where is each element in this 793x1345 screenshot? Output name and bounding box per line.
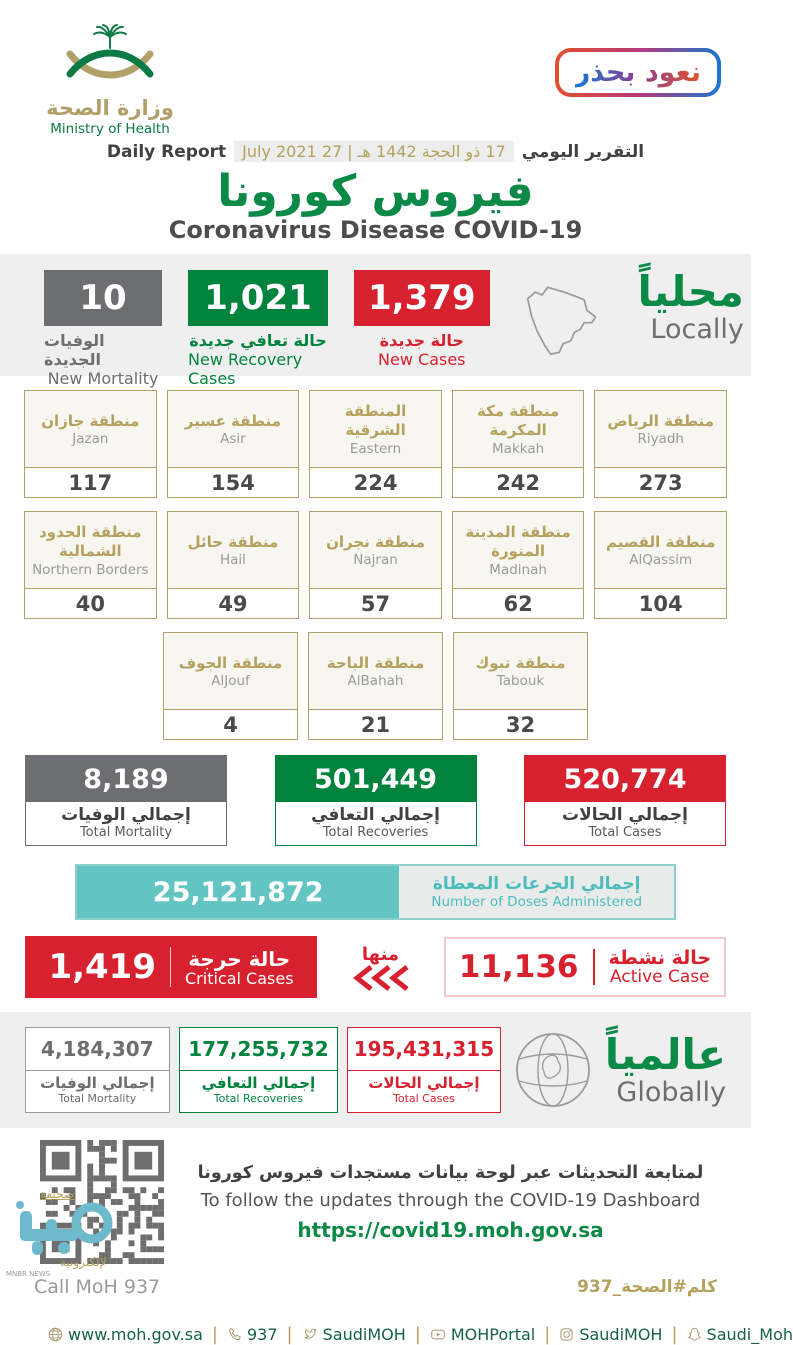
- dashboard-line-en: To follow the updates through the COVID-19 Dashboard: [200, 1189, 701, 1211]
- total-cases-label-en: Total Cases: [588, 825, 662, 841]
- active-cases-label-en: Active Case: [610, 967, 710, 988]
- footer-item-phone[interactable]: [227, 1325, 278, 1344]
- global-mortality-value: 4,184,307: [26, 1028, 169, 1071]
- region-value: 224: [353, 470, 398, 495]
- new-mortality-label-ar: الوفيات الجديدة: [44, 331, 105, 370]
- call-moh-label: Call MoH 937: [34, 1276, 161, 1299]
- report-date: 17 ذو الحجة 1442 هـ | 27 July 2021: [234, 141, 514, 162]
- global-recoveries-box: [179, 1027, 338, 1113]
- dashboard-link[interactable]: https://covid19.moh.gov.sa: [297, 1217, 604, 1242]
- regions-grid: [0, 390, 751, 740]
- watermark-tiny-label: MNBR NEWS: [6, 1270, 51, 1278]
- doses-value: 25,121,872: [77, 866, 399, 918]
- minbar-logo-icon: [6, 1201, 124, 1257]
- footer-item-snapchat[interactable]: [687, 1325, 793, 1344]
- region-card-alqassim: [594, 511, 727, 619]
- global-recoveries-value: 177,255,732: [180, 1028, 337, 1071]
- new-cases-label-ar: حالة جديدة: [379, 331, 464, 351]
- phone-icon: [227, 1327, 242, 1342]
- region-name-en: Asir: [220, 431, 246, 448]
- divider: [170, 947, 171, 987]
- locally-heading-en: Locally: [650, 314, 744, 346]
- regions-row-3: [24, 632, 727, 740]
- region-card-madinah: [452, 511, 585, 619]
- globe-icon: [48, 1327, 63, 1342]
- active-cases-box: [444, 937, 726, 997]
- region-name-ar: منطقة جازان: [41, 411, 140, 430]
- region-value: 242: [496, 470, 541, 495]
- saudi-arabia-map-icon: [516, 272, 612, 360]
- region-value: 273: [638, 470, 683, 495]
- globally-heading-ar: عالمياً: [604, 1030, 726, 1080]
- region-name-ar: منطقة مكة المكرمة: [476, 402, 560, 439]
- globally-section: [0, 1012, 751, 1128]
- footer-item-label: 937: [246, 1325, 278, 1345]
- watermark-top-label: صحيفة: [40, 1187, 75, 1201]
- region-value: 57: [360, 591, 391, 616]
- new-recovery-stat: [188, 270, 328, 388]
- region-value: 117: [68, 470, 113, 495]
- footer-item-label: MOHPortal: [450, 1325, 536, 1345]
- of-which-indicator: [349, 944, 413, 991]
- region-value: 4: [223, 712, 238, 737]
- global-recoveries-label-en: Total Recoveries: [213, 1092, 304, 1106]
- new-mortality-value: 10: [44, 270, 162, 326]
- region-name-ar: منطقة حائل: [187, 532, 279, 551]
- snapchat-icon: [687, 1327, 702, 1342]
- total-mortality-label-ar: إجمالي الوفيات: [61, 805, 191, 826]
- doses-label-ar: إجمالي الجرعات المعطاة: [432, 874, 641, 895]
- logo-arabic-name: وزارة الصحة: [46, 96, 174, 120]
- separator: |: [414, 1324, 421, 1345]
- regions-row-1: [24, 390, 727, 498]
- daily-report-label-ar: التقرير اليومي: [521, 141, 645, 162]
- new-cases-label-en: New Cases: [378, 350, 466, 370]
- region-value: 154: [211, 470, 255, 495]
- locally-section: [0, 254, 751, 389]
- footer-item-youtube[interactable]: [430, 1325, 535, 1344]
- logo-english-name: Ministry of Health: [50, 121, 170, 137]
- separator: |: [211, 1324, 218, 1345]
- instagram-icon: [559, 1327, 574, 1342]
- global-cases-label-en: Total Cases: [392, 1092, 455, 1106]
- region-card-tabouk: [453, 632, 588, 740]
- global-mortality-label-en: Total Mortality: [58, 1092, 137, 1106]
- total-recoveries-box: [275, 755, 477, 846]
- region-value: 49: [218, 591, 248, 616]
- footer-item-label: www.moh.gov.sa: [68, 1325, 203, 1345]
- new-recovery-label-en: New Recovery Cases: [188, 350, 303, 389]
- totals-row: [0, 753, 751, 846]
- footer-item-twitter[interactable]: [302, 1325, 406, 1344]
- moh-logo: [30, 24, 190, 137]
- separator: |: [671, 1324, 678, 1345]
- active-cases-value: 11,136: [458, 949, 579, 986]
- moh-logo-icon: [58, 24, 162, 90]
- watermark-bottom-label: لإلكترونية: [60, 1255, 107, 1269]
- hashtag-label: كلم#الصحة_937: [577, 1277, 717, 1298]
- total-recoveries-value: 501,449: [276, 756, 476, 802]
- report-date-row: [0, 141, 751, 162]
- region-name-en: Eastern: [349, 440, 402, 457]
- daily-report-label-en: Daily Report: [106, 141, 227, 162]
- region-name-en: Jazan: [72, 431, 109, 448]
- total-recoveries-label-en: Total Recoveries: [322, 825, 429, 841]
- doses-label-en: Number of Doses Administered: [431, 894, 643, 911]
- global-mortality-label-ar: إجمالي الوفيات: [40, 1074, 155, 1093]
- contact-row: [34, 1276, 717, 1298]
- global-recoveries-label-ar: إجمالي التعافي: [201, 1074, 316, 1093]
- total-recoveries-label-ar: إجمالي التعافي: [311, 805, 440, 826]
- youtube-icon: [430, 1327, 446, 1342]
- footer-channels-bar: [0, 1324, 793, 1345]
- region-name-ar: منطقة تبوك: [475, 653, 566, 672]
- globally-heading-en: Globally: [616, 1077, 726, 1109]
- twitter-icon: [302, 1327, 318, 1342]
- return-with-caution-badge: [555, 48, 721, 97]
- footer-item-label: SaudiMOH: [579, 1325, 663, 1345]
- dashboard-line-ar: لمتابعة التحديثات عبر لوحة بيانات مستجدات فيروس كورونا: [197, 1162, 704, 1183]
- region-name-en: Northern Borders: [32, 561, 149, 578]
- separator: |: [544, 1324, 551, 1345]
- region-name-en: Madinah: [489, 561, 547, 578]
- region-card-jazan: [24, 390, 157, 498]
- footer-item-label: Saudi_Moh: [706, 1325, 793, 1345]
- region-name-ar: المنطقة الشرقية: [344, 402, 407, 439]
- doses-label: [399, 866, 674, 918]
- region-name-ar: منطقة عسير: [184, 411, 281, 430]
- badge-text: نعود بحذر: [574, 57, 701, 88]
- active-critical-row: [25, 936, 726, 998]
- footer-item-instagram[interactable]: [559, 1325, 662, 1344]
- minbar-news-watermark: [6, 1187, 156, 1278]
- globally-heading: [604, 1030, 726, 1109]
- total-mortality-box: [25, 755, 227, 846]
- globe-icon: [510, 1027, 596, 1113]
- region-value: 62: [503, 591, 533, 616]
- page-title-arabic: فيروس كورونا: [217, 166, 534, 217]
- region-value: 21: [360, 712, 391, 737]
- region-name-en: AlQassim: [629, 552, 693, 569]
- region-name-ar: منطقة القصيم: [606, 532, 716, 551]
- region-name-en: Hail: [219, 552, 246, 569]
- critical-cases-label-ar: حالة حرجة: [188, 946, 291, 971]
- global-cases-box: [347, 1027, 501, 1113]
- new-recovery-label-ar: حالة تعافي جديدة: [189, 331, 327, 351]
- new-cases-stat: [354, 270, 490, 369]
- region-name-ar: منطقة الجوف: [178, 653, 283, 672]
- footer-item-website[interactable]: [48, 1325, 203, 1344]
- region-card-asir: [167, 390, 300, 498]
- region-name-ar: منطقة الرياض: [607, 411, 715, 430]
- badge-inner: [559, 52, 717, 93]
- divider: [593, 949, 595, 985]
- region-card-northern-borders: [24, 511, 157, 619]
- locally-heading: [637, 267, 744, 346]
- region-name-ar: منطقة الباحة: [326, 653, 425, 672]
- global-mortality-box: [25, 1027, 170, 1113]
- region-card-najran: [309, 511, 442, 619]
- region-name-ar: منطقة المدينة المنورة: [465, 523, 571, 560]
- region-name-ar: منطقة نجران: [326, 532, 425, 551]
- region-card-aljouf: [163, 632, 298, 740]
- region-name-en: AlBahah: [347, 673, 404, 690]
- header: [0, 0, 751, 137]
- footer-item-label: SaudiMOH: [322, 1325, 406, 1345]
- region-name-en: Makkah: [492, 440, 545, 457]
- new-cases-value: 1,379: [354, 270, 490, 326]
- region-card-hail: [167, 511, 300, 619]
- global-cases-label-ar: إجمالي الحالات: [368, 1074, 480, 1093]
- regions-row-2: [24, 511, 727, 619]
- region-name-ar: منطقة الحدود الشمالية: [39, 523, 142, 560]
- total-cases-label-ar: إجمالي الحالات: [562, 805, 688, 826]
- separator: |: [286, 1324, 293, 1345]
- global-cases-value: 195,431,315: [348, 1028, 500, 1071]
- critical-cases-label-en: Critical Cases: [185, 968, 294, 988]
- region-name-en: Najran: [353, 552, 398, 569]
- region-name-en: Tabouk: [496, 673, 545, 690]
- page-title-english: Coronavirus Disease COVID-19: [168, 216, 583, 245]
- region-card-makkah: [452, 390, 585, 498]
- region-name-en: AlJouf: [211, 673, 250, 690]
- doses-administered-bar: [75, 864, 676, 920]
- region-card-riyadh: [594, 390, 727, 498]
- chevrons-left-icon: [349, 965, 413, 991]
- total-cases-value: 520,774: [525, 756, 725, 802]
- active-cases-label-ar: حالة نشطة: [608, 946, 712, 969]
- critical-cases-value: 1,419: [48, 947, 156, 988]
- total-mortality-value: 8,189: [26, 756, 226, 802]
- region-card-albahah: [308, 632, 443, 740]
- critical-cases-box: [25, 936, 317, 998]
- region-card-eastern: [309, 390, 442, 498]
- new-recovery-value: 1,021: [188, 270, 328, 326]
- new-mortality-stat: [44, 270, 162, 388]
- total-mortality-label-en: Total Mortality: [79, 825, 173, 841]
- region-value: 40: [75, 591, 105, 616]
- locally-heading-ar: محلياً: [637, 267, 744, 317]
- total-cases-box: [524, 755, 726, 846]
- region-value: 104: [638, 591, 683, 616]
- new-mortality-label-en: New Mortality: [47, 369, 159, 389]
- of-which-label: منها: [361, 943, 400, 965]
- region-name-en: Riyadh: [637, 431, 684, 448]
- region-value: 32: [505, 712, 536, 737]
